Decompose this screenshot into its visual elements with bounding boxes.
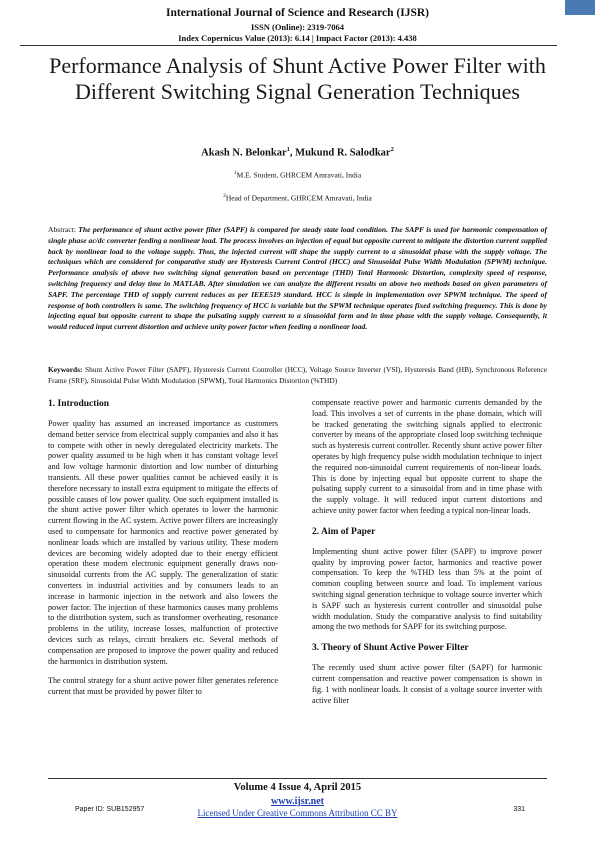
authors-line	[0, 146, 595, 159]
abstract	[48, 225, 547, 333]
keywords-text: Shunt Active Power Filter (SAPF), Hysteresis Current Controller (HCC), Voltage Source Inverter (VSI), Hysteresis Band (HB), Synchronous Reference Frame (SRF), Sinusoidal Pulse Width Modulation (SPWM), Total Harmonics Distortion (%THD)	[48, 365, 547, 385]
intro-paragraph-2: The control strategy for a shunt active power filter generates reference current that must be provided by power filter to	[48, 676, 278, 697]
header-divider	[20, 45, 557, 46]
affiliation-1-sup: 1	[233, 170, 237, 176]
right-column	[312, 398, 542, 715]
footer-page-number: 331	[513, 806, 525, 813]
affiliation-2	[0, 193, 595, 203]
journal-index: Index Copernicus Value (2013): 6.14 | Impact Factor (2013): 4.438	[178, 33, 417, 43]
paper-title: Performance Analysis of Shunt Active Power Filter with Different Switching Signal Generation Techniques	[49, 53, 546, 104]
author-1: Akash N. Belonkar	[201, 147, 287, 159]
footer-paper-id: Paper ID: SUB152957	[75, 806, 145, 813]
footer-volume: Volume 4 Issue 4, April 2015	[233, 782, 362, 793]
intro-continued-paragraph: compensate reactive power and harmonic currents demanded by the load. This involves a set of currents in the phase domain, which will be tracked generating the switching signals applied to electronic converter by means of the appropriate closed loop switching technique such as hysteresis current controller. Recently shunt active power filter operates by high frequency pulse width modulation technique to inject the required non-sinusoidal current requirements of non-linear loads. This is done by injecting equal but opposite current to shape the pulsating supply current to a sinusoidal from and in time phase with the supply voltage. It will reduced input current distortions and achieve unity power factor when feeding a typical non-linear loads.	[312, 398, 542, 515]
affiliation-2-sup: 2	[223, 193, 226, 199]
footer-divider	[48, 778, 547, 779]
author-1-sup: 1	[286, 146, 290, 153]
affiliation-1	[0, 170, 595, 180]
keywords	[48, 365, 547, 386]
left-column	[48, 398, 278, 707]
aim-paragraph: Implementing shunt active power filter (SAPF) to improve power quality by improving power factor, harmonics and reactive power compensation. To keep the %THD less than 5% at the point of common coupling between source and load. To implement various switching signal generation technique to voltage source inverter which is SAPF such as hysteresis current controller and sinusoidal pulse width modulation. Study the comparative analysis to find suitability among the two methods for SAPF for its switching purpose.	[312, 546, 542, 632]
author-separator: ,	[289, 147, 296, 159]
abstract-text: The performance of shunt active power filter (SAPF) is compared for steady state load condition. The SAPF is used for harmonic compensation of single phase ac/dc converter feeding a nonlinear load. The process involves an injection of equal but opposite current to mitigate the distortion current supplied back by nonlinear load to the voltage supply. Thus, the injected current will shape the supply current to a sinusoidal phase with the supply voltage. The techniques which are considered for comparative study are Hysteresis Current Control (HCC) and Sinusoidal Pulse Width Modulation (SPWM) technique. Performance analysis of above two switching signal generation based on percentage (THD) Total Harmonic Distortion, complexity speed of response, switching frequency and delay time in MATLAB. After simulation we can analyze the different results on above two methods based on given parameters of SAPF. The percentage THD of supply current reduces as per IEEE519 standard. HCC is simple in implementation over SPWM technique. The speed of response of both controllers is same. The switching frequency of HCC is variable but the SPWM technique operates fixed switching frequency. This is done by injecting equal but opposite current to shape the pulsating supply current to a sinusoidal form and in time phase with the supply voltage. Consequently, it would reduced input current distortion and achieve unity power factor when feeding a nonlinear load.	[48, 225, 548, 332]
section-aim-heading: 2. Aim of Paper	[312, 526, 376, 537]
intro-paragraph-1: Power quality has assumed an increased importance as customers demand better service from electrical supply companies and also it has to compete with other in newly deregulated electricity markets. The power quality assumed to be high when it has constant voltage level and low voltage harmonic distortion and low number of disturbing transients. All these power qualities cannot be achieved easily it is therefore necessary to install extra equipment to mitigate the effects of possible causes of low power quality. One such equipment installed is the shunt active power filter which operates to lower the harmonic current flowing in the AC system. Active power filters are increasingly used to compensate for harmonics and reactive power generated by nonlinear loads which are installed by various utility. These modern devices are becoming widely adopted due to their energy efficient operation these modern electronic equipment generally draws non-sinusoidal currents from the AC supply. The generalization of static converters in industrial activities and by consumers leads to an increase in harmonic injection in the network and also lowers the power factor. The injection of these harmonics causes many problems to the distribution system, such as transformer overheating, resonance problems in the utility, increase losses, malfunction of protective devices such as relays, circuit breakers etc. Several methods of compensation are proposed to improve the power quality and reduced the harmonics in distribution system.	[48, 419, 278, 666]
section-theory-heading: 3. Theory of Shunt Active Power Filter	[312, 643, 469, 654]
affiliation-1-text: M.E. Student, GHRCEM Amravati, India	[236, 170, 362, 180]
theory-paragraph: The recently used shunt active power filter (SAPF) for harmonic current compensation and reactive power compensation is shown in fig. 1 with nonlinear loads. It consist of a voltage source inverter with active filter	[312, 663, 542, 705]
footer-website-link[interactable]: www.ijsr.net	[271, 796, 324, 807]
author-2: Mukund R. Salodkar	[295, 147, 391, 159]
journal-issn: ISSN (Online): 2319-7064	[250, 22, 345, 32]
footer-license-link[interactable]: Licensed Under Creative Commons Attribution CC BY	[197, 808, 398, 818]
affiliation-2-text: Head of Department, GHRCEM Amravati, India	[225, 193, 372, 203]
journal-name: International Journal of Science and Research (IJSR)	[165, 7, 429, 19]
keywords-label: Keywords:	[48, 365, 86, 374]
author-2-sup: 2	[390, 146, 394, 153]
section-introduction-heading: 1. Introduction	[48, 399, 110, 409]
abstract-label: Abstract:	[48, 225, 79, 234]
